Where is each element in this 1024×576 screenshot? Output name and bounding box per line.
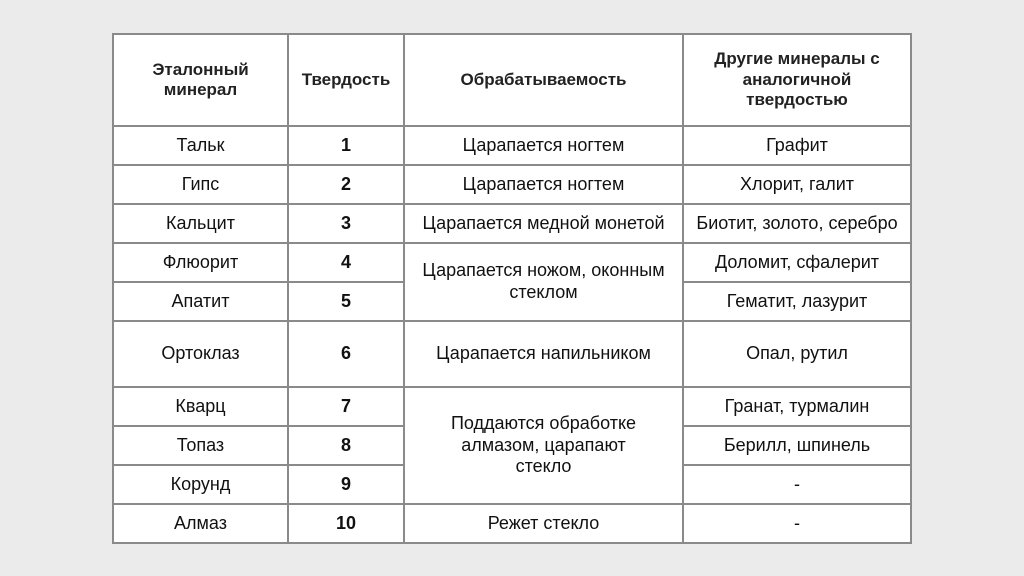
table-row	[113, 165, 911, 204]
cell-hardness: 9	[288, 465, 404, 504]
cell-others: Доломит, сфалерит	[683, 243, 911, 282]
header-hardness: Твердость	[288, 34, 404, 126]
cell-hardness: 7	[288, 387, 404, 426]
cell-mineral: Апатит	[113, 282, 288, 321]
cell-hardness: 8	[288, 426, 404, 465]
cell-mineral: Кварц	[113, 387, 288, 426]
cell-others: Гематит, лазурит	[683, 282, 911, 321]
table-row	[113, 204, 911, 243]
cell-mineral: Топаз	[113, 426, 288, 465]
cell-others: Графит	[683, 126, 911, 165]
cell-hardness: 6	[288, 321, 404, 387]
cell-workability: Царапается ножом, оконным стеклом	[404, 243, 683, 321]
cell-hardness: 4	[288, 243, 404, 282]
cell-others: Хлорит, галит	[683, 165, 911, 204]
cell-mineral: Кальцит	[113, 204, 288, 243]
cell-others: Опал, рутил	[683, 321, 911, 387]
cell-others: Берилл, шпинель	[683, 426, 911, 465]
table-header-row	[113, 34, 911, 126]
cell-hardness: 10	[288, 504, 404, 543]
cell-hardness: 5	[288, 282, 404, 321]
mohs-hardness-table	[112, 33, 912, 544]
cell-workability: Режет стекло	[404, 504, 683, 543]
cell-workability: Царапается ногтем	[404, 165, 683, 204]
cell-others: Гранат, турмалин	[683, 387, 911, 426]
cell-mineral: Ортоклаз	[113, 321, 288, 387]
table-row	[113, 243, 911, 282]
cell-workability: Царапается напильником	[404, 321, 683, 387]
cell-others: -	[683, 465, 911, 504]
table-row	[113, 126, 911, 165]
cell-mineral: Тальк	[113, 126, 288, 165]
cell-mineral: Алмаз	[113, 504, 288, 543]
cell-workability: Царапается ногтем	[404, 126, 683, 165]
table-row	[113, 321, 911, 387]
table-row	[113, 504, 911, 543]
cell-others: -	[683, 504, 911, 543]
cell-workability: Царапается медной монетой	[404, 204, 683, 243]
cell-mineral: Гипс	[113, 165, 288, 204]
cell-others: Биотит, золото, серебро	[683, 204, 911, 243]
cell-hardness: 3	[288, 204, 404, 243]
cell-workability: Поддаются обработке алмазом, царапают стекло	[404, 387, 683, 504]
header-mineral: Эталонный минерал	[113, 34, 288, 126]
header-workability: Обрабатываемость	[404, 34, 683, 126]
cell-mineral: Корунд	[113, 465, 288, 504]
cell-hardness: 1	[288, 126, 404, 165]
table-row	[113, 387, 911, 426]
header-others: Другие минералы с аналогичной твердостью	[683, 34, 911, 126]
cell-hardness: 2	[288, 165, 404, 204]
cell-mineral: Флюорит	[113, 243, 288, 282]
